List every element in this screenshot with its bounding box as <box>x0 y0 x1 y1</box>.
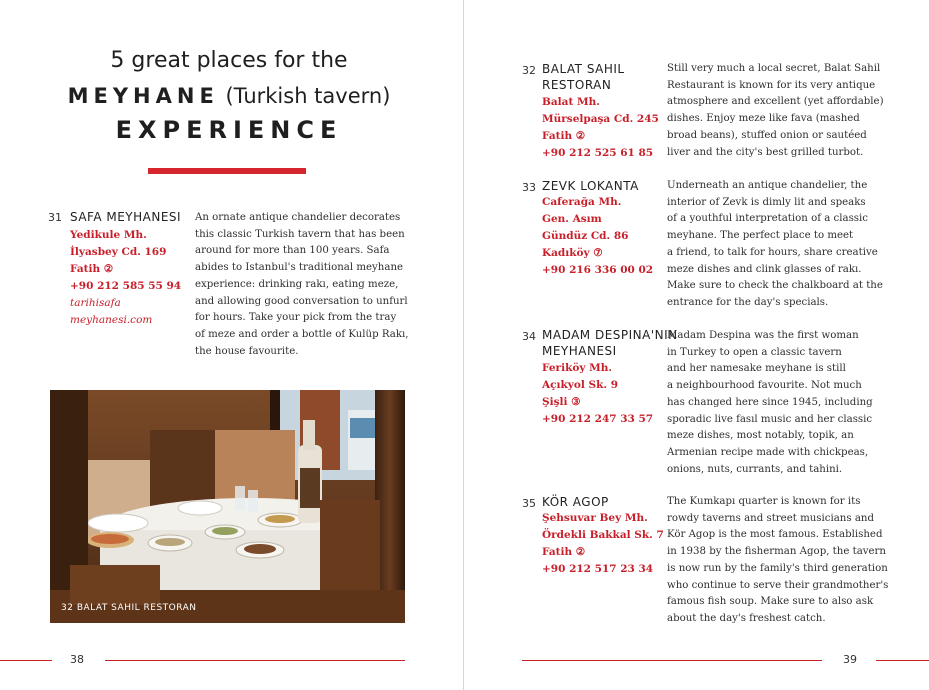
desc-line: has changed here since 1945, including <box>667 396 873 408</box>
desc-line: broad beans), stuffed onion or sautéed <box>667 129 867 141</box>
entry-number: 31 <box>48 211 62 224</box>
entry-description <box>195 210 409 360</box>
desc-line: of meze and order a bottle of Kulüp Rakı, <box>195 328 409 340</box>
address-line: İlyasbey Cd. 169 <box>70 246 167 258</box>
desc-line: experience: drinking rakı, eating meze, <box>195 278 399 290</box>
entry-number: 35 <box>522 497 536 510</box>
desc-line: Still very much a local secret, Balat Sahil <box>667 63 881 74</box>
desc-line: meze dishes, most notably, topik, an <box>667 430 854 442</box>
footer-rule <box>522 660 822 661</box>
desc-line: Make sure to check the chalkboard at the <box>667 280 883 292</box>
desc-line: in Turkey to open a classic tavern <box>667 346 842 358</box>
entry-name: KÖR AGOP <box>542 495 609 509</box>
desc-line: around for more than 100 years. Safa <box>195 245 390 257</box>
desc-line: The Kumkapı quarter is known for its <box>667 496 861 507</box>
desc-line: a friend, to talk for hours, share creative <box>667 246 878 258</box>
entry-address <box>70 227 181 329</box>
address-line: Ördekli Bakkal Sk. 7 <box>542 529 664 541</box>
desc-line: Kör Agop is the most famous. Established <box>667 529 883 541</box>
address-line: Şişli ③ <box>542 396 581 408</box>
desc-line: and her namesake meyhane is still <box>667 363 846 375</box>
phone-number: +90 216 336 00 02 <box>542 264 654 276</box>
title-red-rule <box>148 168 306 174</box>
desc-line: atmosphere and excellent (yet affordable) <box>667 96 884 108</box>
entry-description <box>667 328 873 478</box>
desc-line: interior of Zevk is dimly lit and speaks <box>667 196 866 208</box>
address-line: Feriköy Mh. <box>542 362 613 374</box>
footer-rule <box>0 660 52 661</box>
address-line: Kadıköy ⑦ <box>542 247 603 259</box>
entry-number: 32 <box>522 64 536 77</box>
address-line: Yedikule Mh. <box>70 229 147 241</box>
desc-line: and allowing good conversation to unfurl <box>195 295 408 307</box>
phone-number: +90 212 247 33 57 <box>542 413 654 425</box>
desc-line: rowdy taverns and street musicians and <box>667 512 874 524</box>
address-line: Caferağa Mh. <box>542 196 622 208</box>
page-number-left: 38 <box>70 653 84 666</box>
desc-line: abides to Istanbul's traditional meyhane <box>195 262 404 274</box>
desc-line: An ornate antique chandelier decorates <box>195 212 401 223</box>
desc-line: onions, nuts, currants, and tahini. <box>667 463 843 475</box>
address-line: Mürselpaşa Cd. 245 <box>542 113 659 125</box>
entry-name <box>542 61 625 93</box>
desc-line: a neighbourhood favourite. Not much <box>667 380 862 392</box>
address-line: Gündüz Cd. 86 <box>542 230 629 242</box>
address-line: Fatih ② <box>542 130 586 142</box>
entry-name-line: BALAT SAHIL <box>542 62 625 76</box>
phone-number: +90 212 525 61 85 <box>542 147 654 159</box>
desc-line: entrance for the day's specials. <box>667 296 829 308</box>
address-line: Fatih ② <box>70 263 114 275</box>
entry-name-line: RESTORAN <box>542 78 612 92</box>
address-line: Gen. Asım <box>542 213 602 225</box>
desc-line: Restaurant is known for its very antique <box>667 79 876 91</box>
footer-rule <box>876 660 929 661</box>
address-line: Açıkyol Sk. 9 <box>542 379 619 391</box>
desc-line: of a youthful interpretation of a classic <box>667 213 868 225</box>
desc-line: in 1938 by the fisherman Agop, the tavern <box>667 546 886 558</box>
desc-line: dishes. Enjoy meze like fava (mashed <box>667 113 860 125</box>
entry-address <box>542 194 653 279</box>
entry-description <box>667 494 888 628</box>
entry-name: ZEVK LOKANTA <box>542 179 639 193</box>
entry-number: 33 <box>522 181 536 194</box>
desc-line: is now run by the family's third generation <box>667 562 888 574</box>
desc-line: Armenian recipe made with chickpeas, <box>667 446 869 458</box>
title-line-3: EXPERIENCE <box>115 116 343 144</box>
title-subtitle: (Turkish tavern) <box>225 84 391 108</box>
entry-name: SAFA MEYHANESI <box>70 210 182 224</box>
desc-line: liver and the city's best grilled turbot. <box>667 146 864 158</box>
title-line-2 <box>48 84 410 108</box>
entry-number: 34 <box>522 330 536 343</box>
photo-caption: 32 BALAT SAHIL RESTORAN <box>61 603 197 613</box>
entry-description <box>667 178 883 312</box>
entry-name-line: MADAM DESPINA'NIN <box>542 328 678 342</box>
title-line-1: 5 great places for the <box>110 48 348 73</box>
website-link[interactable]: meyhanesi.com <box>70 314 153 326</box>
entry-description <box>667 61 884 161</box>
page-number-right: 39 <box>843 653 857 666</box>
phone-number: +90 212 585 55 94 <box>70 280 182 292</box>
address-line: Şehsuvar Bey Mh. <box>542 512 648 524</box>
address-line: Balat Mh. <box>542 96 600 108</box>
entry-name <box>542 327 678 359</box>
phone-number: +90 212 517 23 34 <box>542 563 654 575</box>
desc-line: about the day's freshest catch. <box>667 612 826 624</box>
desc-line: sporadic live fasıl music and her classic <box>667 413 873 425</box>
restaurant-photo <box>50 390 405 623</box>
desc-line: who continue to serve their grandmother's <box>667 579 889 591</box>
desc-line: the house favourite. <box>195 345 299 357</box>
title-meyhane: MEYHANE <box>67 84 219 108</box>
entry-address <box>542 360 653 428</box>
page-gutter <box>463 0 464 690</box>
desc-line: for hours. Take your pick from the tray <box>195 312 397 324</box>
entry-name-line: MEYHANESI <box>542 344 617 358</box>
desc-line: this classic Turkish tavern that has been <box>195 228 405 240</box>
desc-line: famous fish soup. Make sure to also ask <box>667 596 874 608</box>
desc-line: meze dishes and clink glasses of rakı. <box>667 263 862 275</box>
desc-line: Underneath an antique chandelier, the <box>667 180 868 191</box>
website-link[interactable]: tarihisafa <box>70 297 121 309</box>
desc-line: Madam Despina was the first woman <box>667 330 859 341</box>
address-line: Fatih ② <box>542 546 586 558</box>
desc-line: meyhane. The perfect place to meet <box>667 230 854 242</box>
footer-rule <box>105 660 405 661</box>
tavern-table-illustration <box>50 390 405 623</box>
entry-address <box>542 510 664 578</box>
entry-address <box>542 94 659 162</box>
